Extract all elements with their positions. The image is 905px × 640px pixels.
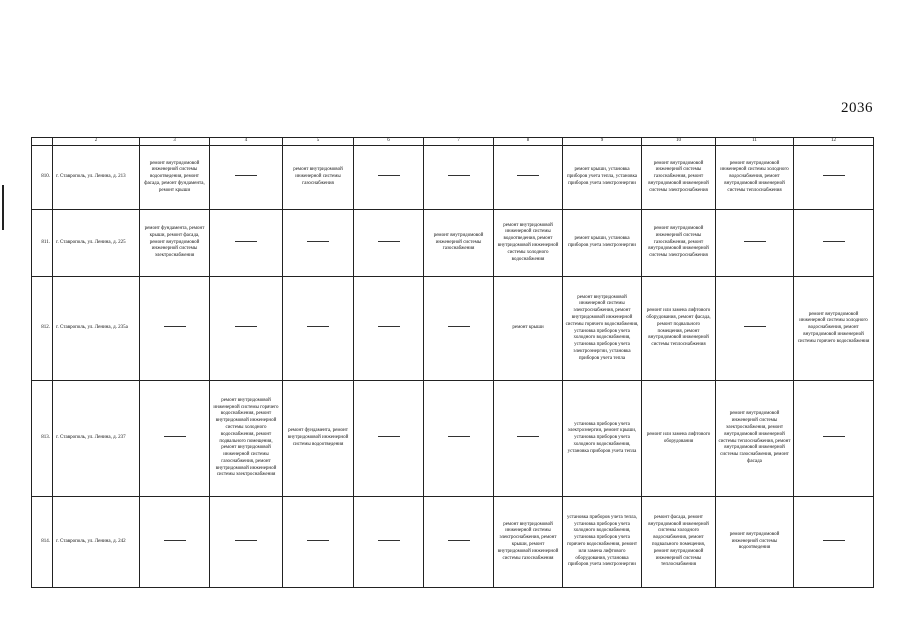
work-cell: ремонт внутридомовой инженерной системы холодного водоснабжения, ремонт внутридомовой инженерной системы теплоснабжения: [716, 146, 794, 210]
empty-cell-dash: [823, 175, 845, 176]
work-cell: ремонт внутридомовой инженерной системы электроснабжения, ремонт крыши, ремонт внутридомовой инженерной системы газоснабжения: [494, 497, 563, 588]
work-cell: [716, 277, 794, 381]
work-cell: [283, 497, 354, 588]
work-cell: [140, 497, 210, 588]
column-header: 7: [424, 138, 494, 146]
work-cell: [354, 146, 424, 210]
work-cell: ремонт фундамента, ремонт крыши, ремонт фасада, ремонт внутридомовой инженерной системы электроснабжения: [140, 210, 210, 277]
empty-cell-dash: [823, 540, 845, 541]
empty-cell-dash: [823, 241, 845, 242]
empty-cell-dash: [378, 326, 400, 327]
empty-cell-dash: [744, 241, 766, 242]
empty-cell-dash: [448, 175, 470, 176]
empty-cell-dash: [823, 436, 845, 437]
work-cell: [210, 210, 283, 277]
empty-cell-dash: [164, 540, 186, 541]
work-cell: установка приборов учета электроэнергии, ремонт крыши, установка приборов учета холодного водоснабжения, установка приборов учета тепла: [563, 381, 642, 497]
work-cell: ремонт внутридомовой инженерной системы водоотведения, ремонт внутридомовой инженерной системы холодного водоснабжения: [494, 210, 563, 277]
work-cell: установка приборов учета тепла, установка приборов учета холодного водоснабжения, установка приборов учета горячего водоснабжения, ремонт или замена лифтового оборудования, установка приборов учета электроэнергии: [563, 497, 642, 588]
work-cell: [794, 210, 874, 277]
row-number: 814.: [32, 497, 53, 588]
work-cell: ремонт крыши, установка приборов учета электроэнергии: [563, 210, 642, 277]
header-row: [32, 138, 874, 146]
work-cell: [424, 381, 494, 497]
margin-rule: [2, 185, 4, 230]
column-header: 2: [53, 138, 140, 146]
work-cell: [210, 497, 283, 588]
work-cell: ремонт фундамента, ремонт внутридомовой инженерной системы водоотведения: [283, 381, 354, 497]
work-cell: [283, 210, 354, 277]
empty-cell-dash: [164, 326, 186, 327]
work-cell: [210, 277, 283, 381]
column-header: 4: [210, 138, 283, 146]
empty-cell-dash: [164, 436, 186, 437]
column-header: 3: [140, 138, 210, 146]
empty-cell-dash: [235, 326, 257, 327]
empty-cell-dash: [378, 540, 400, 541]
empty-cell-dash: [744, 326, 766, 327]
table-row: [32, 277, 874, 381]
work-cell: ремонт внутридомовой инженерной системы газоснабжения, ремонт внутридомовой инженерной системы электроснабжения: [642, 146, 716, 210]
work-cell: [494, 381, 563, 497]
row-number: 811.: [32, 210, 53, 277]
empty-cell-dash: [307, 326, 329, 327]
work-cell: [794, 381, 874, 497]
column-header: 8: [494, 138, 563, 146]
empty-cell-dash: [517, 175, 539, 176]
work-cell: ремонт внутридомовой инженерной системы водоотведения: [716, 497, 794, 588]
empty-cell-dash: [235, 241, 257, 242]
empty-cell-dash: [235, 540, 257, 541]
page-number: 2036: [841, 100, 873, 116]
work-cell: [283, 277, 354, 381]
empty-cell-dash: [378, 436, 400, 437]
column-header: 11: [716, 138, 794, 146]
table-row: [32, 210, 874, 277]
work-cell: [794, 146, 874, 210]
address-cell: г. Ставрополь, ул. Ленина, д. 213: [53, 146, 140, 210]
row-number: 812.: [32, 277, 53, 381]
work-cell: ремонт внутридомовой инженерной системы газоснабжения: [424, 210, 494, 277]
work-cell: ремонт внутридомовой инженерной системы водоотведения, ремонт фасада, ремонт фундамента, ремонт крыши: [140, 146, 210, 210]
table-row: [32, 497, 874, 588]
work-cell: [354, 277, 424, 381]
work-cell: ремонт внутридомовой инженерной системы холодного водоснабжения, ремонт внутридомовой инженерной системы горячего водоснабжения: [794, 277, 874, 381]
work-cell: ремонт фасада, ремонт внутридомовой инженерной системы холодного водоснабжения, ремонт подвального помещения, ремонт внутридомовой инженерной системы теплоснабжения: [642, 497, 716, 588]
empty-cell-dash: [378, 175, 400, 176]
work-cell: [494, 146, 563, 210]
work-cell: [424, 146, 494, 210]
column-header: 5: [283, 138, 354, 146]
column-header: 6: [354, 138, 424, 146]
address-cell: г. Ставрополь, ул. Ленина, д. 237: [53, 381, 140, 497]
work-cell: ремонт или замена лифтового оборудования: [642, 381, 716, 497]
empty-cell-dash: [517, 436, 539, 437]
empty-cell-dash: [448, 326, 470, 327]
column-header: 9: [563, 138, 642, 146]
table-row: [32, 146, 874, 210]
work-cell: [716, 210, 794, 277]
table-row: [32, 381, 874, 497]
empty-cell-dash: [307, 241, 329, 242]
repair-schedule-table: [31, 137, 874, 588]
work-cell: [354, 381, 424, 497]
work-cell: ремонт или замена лифтового оборудования, ремонт фасада, ремонт подвального помещения, ремонт внутридомовой инженерной системы теплоснабжения: [642, 277, 716, 381]
empty-cell-dash: [307, 540, 329, 541]
work-cell: [140, 381, 210, 497]
work-cell: [354, 210, 424, 277]
work-cell: ремонт крыши: [494, 277, 563, 381]
work-cell: [210, 146, 283, 210]
work-cell: [794, 497, 874, 588]
work-cell: ремонт внутридомовой инженерной системы газоснабжения, ремонт внутридомовой инженерной системы электроснабжения: [642, 210, 716, 277]
address-cell: г. Ставрополь, ул. Ленина, д. 225: [53, 210, 140, 277]
work-cell: [354, 497, 424, 588]
work-cell: [424, 497, 494, 588]
empty-cell-dash: [378, 241, 400, 242]
work-cell: ремонт внутридомовой инженерной системы электроснабжения, ремонт внутридомовой инженерной системы теплоснабжения, ремонт внутридомовой инженерной системы газоснабжения, ремонт фасада: [716, 381, 794, 497]
work-cell: [424, 277, 494, 381]
row-number: 810.: [32, 146, 53, 210]
work-cell: ремонт внутридомовой инженерной системы горячего водоснабжения, ремонт внутридомовой инженерной системы холодного водоснабжения, ремонт подвального помещения, ремонт внутридомовой инженерной системы газоснабжения, ремонт внутридомовой инженерной системы электроснабжения: [210, 381, 283, 497]
column-header: [32, 138, 53, 146]
column-header: 10: [642, 138, 716, 146]
empty-cell-dash: [448, 436, 470, 437]
address-cell: г. Ставрополь, ул. Ленина, д. 235а: [53, 277, 140, 381]
row-number: 813.: [32, 381, 53, 497]
work-cell: [140, 277, 210, 381]
work-cell: ремонт внутридомовой инженерной системы газоснабжения: [283, 146, 354, 210]
empty-cell-dash: [448, 540, 470, 541]
empty-cell-dash: [235, 175, 257, 176]
work-cell: ремонт внутридомовой инженерной системы электроснабжения, ремонт внутридомовой инженерной системы горячего водоснабжения, установка приборов учета холодного водоснабжения, установка приборов учета электроэнергии, установка приборов учета тепла: [563, 277, 642, 381]
address-cell: г. Ставрополь, ул. Ленина, д. 242: [53, 497, 140, 588]
work-cell: ремонт крыши, установка приборов учета тепла, установка приборов учета электроэнергии: [563, 146, 642, 210]
column-header: 12: [794, 138, 874, 146]
